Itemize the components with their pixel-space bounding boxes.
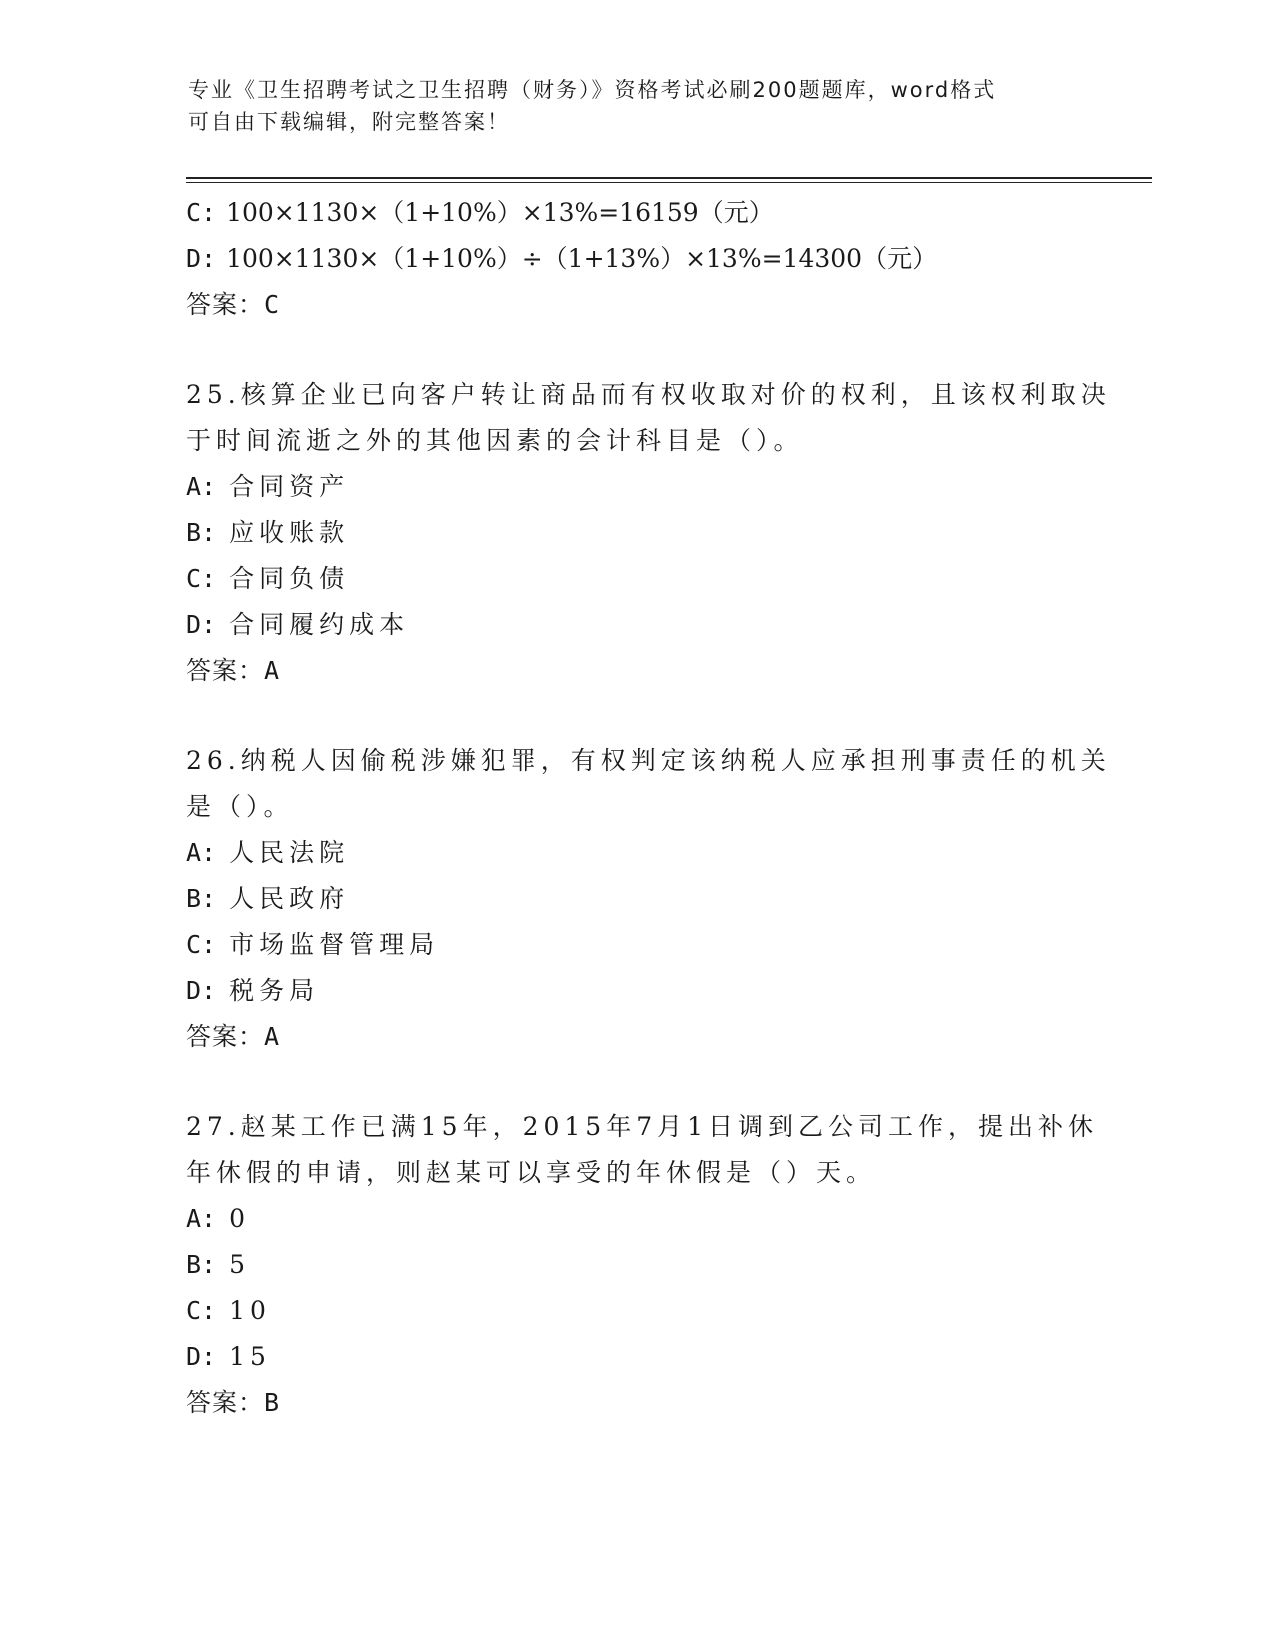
option-letter: D: — [186, 610, 217, 639]
option-text: 人民政府 — [229, 884, 350, 913]
option-letter: A: — [186, 472, 217, 501]
answer-label: 答案： — [186, 656, 265, 685]
option-text: 市场监督管理局 — [229, 930, 440, 959]
answer-line — [186, 648, 1086, 694]
option-letter: D: — [186, 976, 217, 1005]
question-stem — [186, 1104, 1099, 1196]
option-letter: D: — [186, 1342, 217, 1371]
question-stem — [186, 372, 1111, 464]
option-letter: A: — [186, 1204, 217, 1233]
option-row — [186, 464, 1086, 510]
prev-question-tail — [186, 190, 1086, 328]
option-letter: A: — [186, 838, 217, 867]
option-row — [186, 1242, 1086, 1288]
option-letter: C: — [186, 198, 217, 227]
answer-label: 答案： — [186, 1388, 265, 1417]
option-row — [186, 1196, 1086, 1242]
option-text: 合同负债 — [229, 564, 350, 593]
question-line: 25.核算企业已向客户转让商品而有权收取对价的权利，且该权利取决 — [186, 380, 1111, 409]
option-text: 10 — [229, 1296, 271, 1325]
question-line: 是（）。 — [186, 792, 294, 821]
header-divider-thick — [186, 177, 1152, 179]
option-letter: B: — [186, 1250, 217, 1279]
option-row — [186, 830, 1086, 876]
option-letter: C: — [186, 930, 217, 959]
option-text: 15 — [229, 1342, 271, 1371]
answer-value: B — [264, 1388, 281, 1417]
option-row — [186, 556, 1086, 602]
document-header — [188, 74, 1088, 138]
question-line: 于时间流逝之外的其他因素的会计科目是（）。 — [186, 426, 804, 455]
option-row — [186, 236, 1086, 282]
option-text: 5 — [229, 1250, 250, 1279]
header-line-1: 专业《卫生招聘考试之卫生招聘（财务）》资格考试必刷200题题库，word格式 — [188, 78, 997, 102]
header-divider-thin — [186, 182, 1152, 183]
question-block — [186, 738, 1111, 1060]
option-letter: D: — [186, 244, 217, 273]
option-text: 100×1130×（1+10%）÷（1+13%）×13%=14300（元） — [226, 244, 938, 273]
question-stem — [186, 738, 1111, 830]
option-letter: C: — [186, 1296, 217, 1325]
answer-value: C — [264, 290, 281, 319]
answer-line — [186, 1014, 1086, 1060]
question-list — [186, 190, 1111, 1426]
option-row — [186, 968, 1086, 1014]
option-row — [186, 1288, 1086, 1334]
option-row — [186, 190, 1086, 236]
question-block — [186, 1104, 1099, 1426]
answer-label: 答案： — [186, 1022, 265, 1051]
option-row — [186, 602, 1086, 648]
option-row — [186, 510, 1086, 556]
option-letter: B: — [186, 884, 217, 913]
option-text: 人民法院 — [229, 838, 350, 867]
option-row — [186, 922, 1086, 968]
option-text: 合同资产 — [229, 472, 350, 501]
question-line: 年休假的申请，则赵某可以享受的年休假是（）天。 — [186, 1158, 877, 1187]
option-row — [186, 1334, 1086, 1380]
option-text: 税务局 — [229, 976, 320, 1005]
option-text: 合同履约成本 — [229, 610, 410, 639]
question-block — [186, 372, 1111, 694]
option-text: 应收账款 — [229, 518, 350, 547]
option-text: 0 — [229, 1204, 250, 1233]
answer-value: A — [264, 656, 281, 685]
option-row — [186, 876, 1086, 922]
answer-line — [186, 1380, 1086, 1426]
answer-value: A — [264, 1022, 281, 1051]
question-line: 26.纳税人因偷税涉嫌犯罪，有权判定该纳税人应承担刑事责任的机关 — [186, 746, 1111, 775]
answer-line — [186, 282, 1086, 328]
question-line: 27.赵某工作已满15年，2015年7月1日调到乙公司工作，提出补休 — [186, 1112, 1099, 1141]
answer-label: 答案： — [186, 290, 265, 319]
option-letter: B: — [186, 518, 217, 547]
option-letter: C: — [186, 564, 217, 593]
option-text: 100×1130×（1+10%）×13%=16159（元） — [226, 198, 774, 227]
header-line-2: 可自由下载编辑，附完整答案！ — [188, 110, 510, 134]
